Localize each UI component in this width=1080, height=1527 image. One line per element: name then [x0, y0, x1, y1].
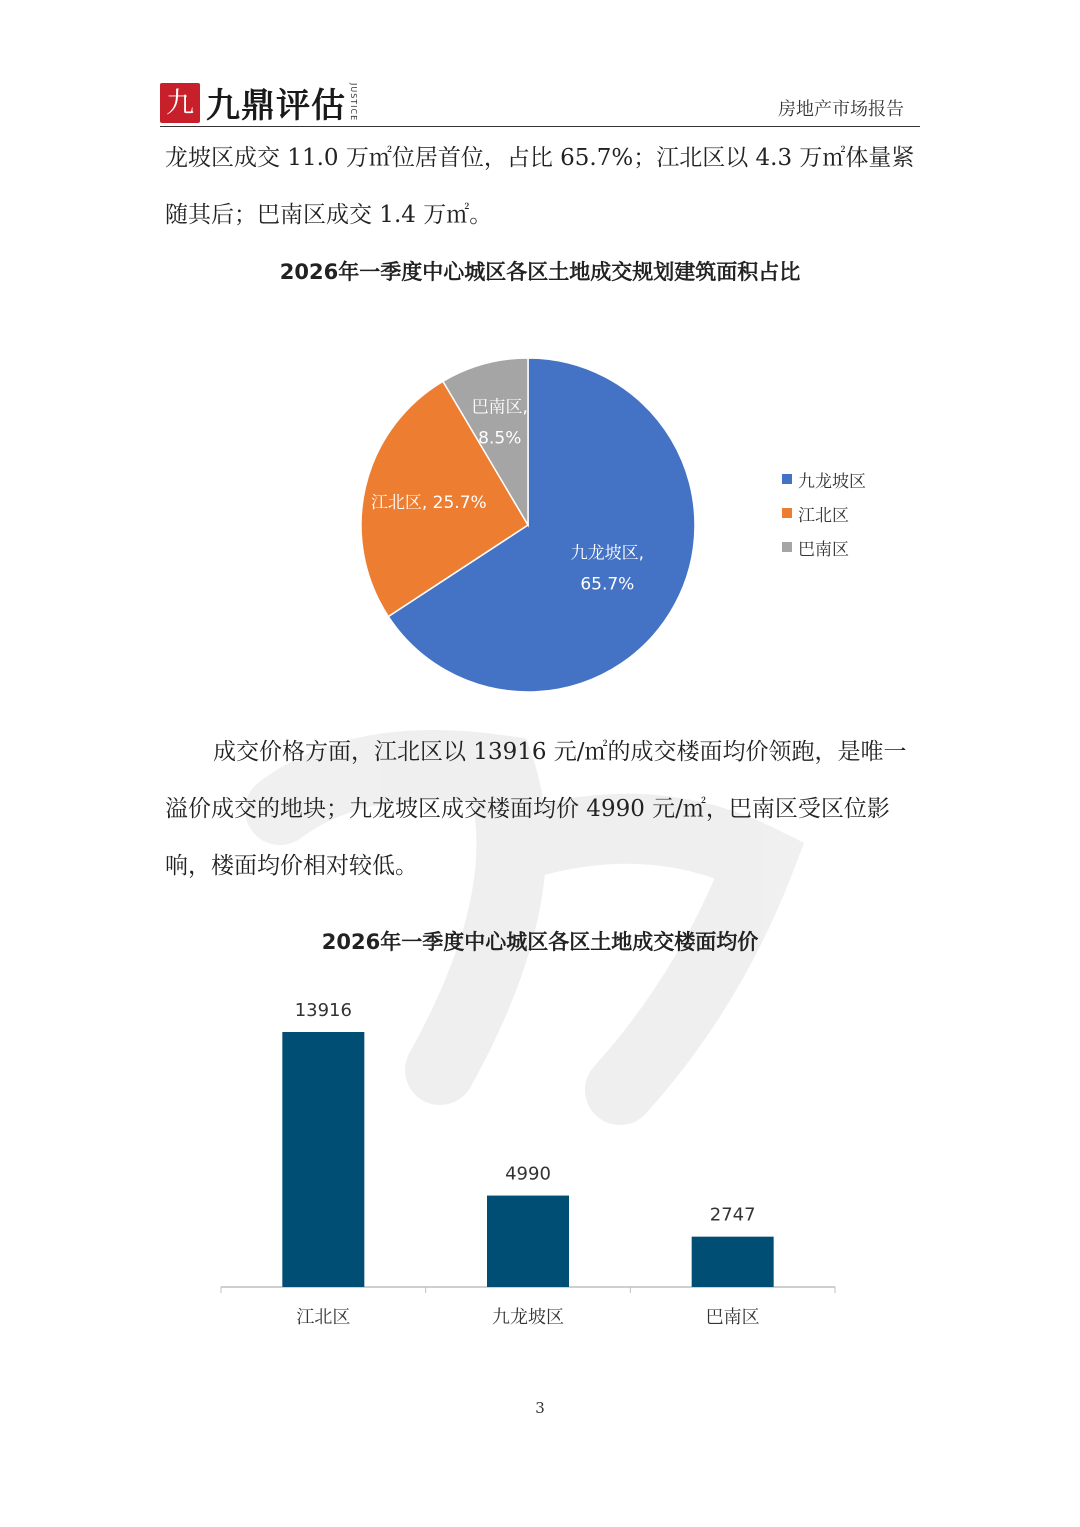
pie-data-label: 8.5%	[478, 428, 522, 449]
legend-swatch	[782, 508, 792, 518]
bar	[282, 1032, 364, 1287]
legend-label: 江北区	[798, 505, 849, 526]
x-tick-label: 九龙坡区	[492, 1307, 564, 1328]
report-name: 房地产市场报告	[778, 99, 904, 120]
pie-data-label: 巴南区,	[471, 397, 528, 418]
x-tick-label: 江北区	[296, 1307, 351, 1328]
legend-item	[782, 462, 866, 496]
page-header	[160, 72, 920, 127]
legend-item	[782, 496, 866, 530]
pie-chart-title: 2026年一季度中心城区各区土地成交规划建筑面积占比	[279, 260, 801, 284]
x-tick-label: 巴南区	[705, 1307, 760, 1328]
page-number: 3	[535, 1399, 545, 1417]
bar-data-label: 13916	[294, 1000, 352, 1021]
pie-data-label: 九龙坡区,	[570, 543, 645, 564]
pie-chart	[0, 330, 1080, 710]
paragraph-price-summary: 成交价格方面，江北区以 13916 元/㎡的成交楼面均价领跑，是唯一溢价成交的地块；九龙坡区成交楼面均价 4990 元/㎡，巴南区受区位影响，楼面均价相对较低。	[165, 739, 907, 879]
bar-data-label: 2747	[709, 1204, 756, 1226]
paragraph-area-summary: 龙坡区成交 11.0 万㎡位居首位，占比 65.7%；江北区以 4.3 万㎡体量紧随其后；巴南区成交 1.4 万㎡。	[165, 145, 915, 228]
legend-swatch	[782, 542, 792, 552]
legend-label: 巴南区	[798, 539, 849, 560]
brand-subtitle: JUSTICE	[349, 83, 358, 122]
bar-chart-title: 2026年一季度中心城区各区土地成交楼面均价	[321, 930, 759, 954]
bar	[692, 1237, 774, 1287]
brand-logo	[160, 78, 358, 127]
brand-name: 九鼎评估	[206, 86, 346, 126]
bar-data-label: 4990	[505, 1163, 551, 1185]
bar-chart	[0, 980, 1080, 1360]
pie-data-label: 江北区, 25.7%	[370, 492, 487, 513]
legend-item	[782, 530, 866, 564]
logo-mark: 九	[160, 83, 200, 123]
legend-swatch	[782, 474, 792, 484]
legend-label: 九龙坡区	[798, 471, 866, 492]
pie-legend	[782, 462, 866, 564]
bar	[487, 1196, 569, 1287]
pie-data-label: 65.7%	[580, 574, 635, 595]
